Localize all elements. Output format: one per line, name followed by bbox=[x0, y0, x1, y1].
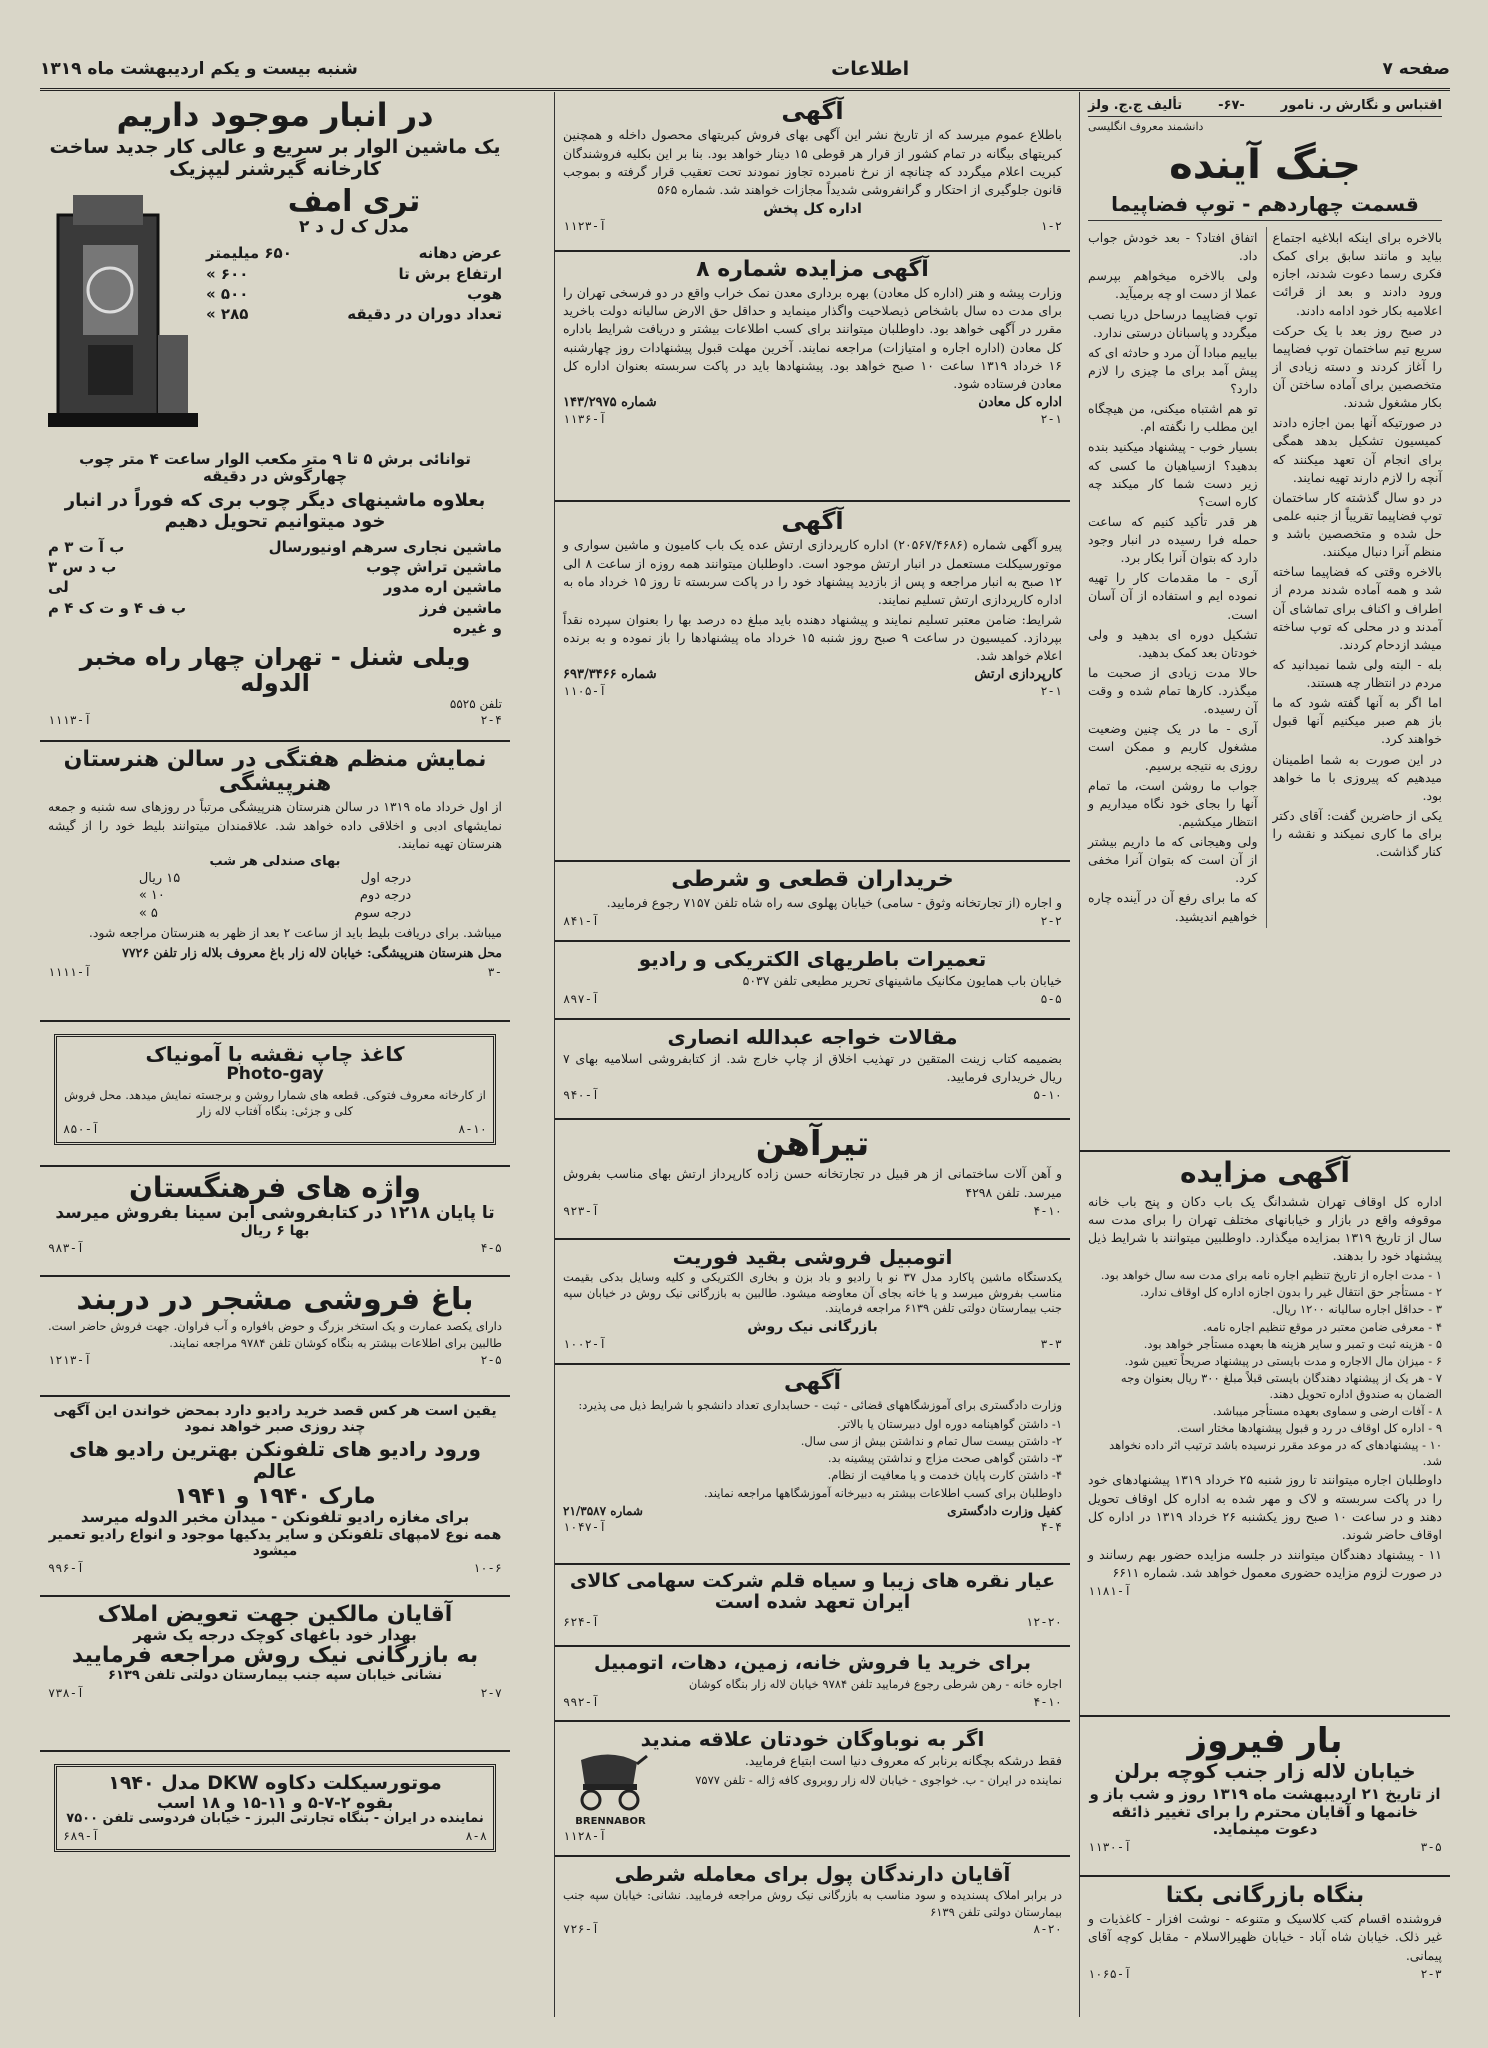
ref-code: آ-۸۹۷ bbox=[563, 992, 600, 1007]
ref-code: آ-۹۲۳ bbox=[563, 1203, 600, 1218]
serial-paragraph: بالاخره وقتی که فضاپیما ساخته شد و همه آماده شدند مردم از اطراف و اکناف برای تماشای آن آمدند و در محلی که توپ ساخته میشد ازدحام کردند. bbox=[1272, 564, 1442, 652]
stroller-title: اگر به نوباوگان خودتان علاقه مندید bbox=[640, 1727, 985, 1751]
masthead bbox=[40, 50, 1450, 91]
ref-run: ۱-۲ bbox=[1040, 218, 1062, 233]
machines-list-item bbox=[48, 577, 502, 597]
art-school-ad bbox=[40, 742, 510, 1022]
judiciary-item: ۱- داشتن گواهینامه دوره اول دبیرستان یا بالاتر. bbox=[836, 1416, 1062, 1431]
serial-col-a bbox=[1266, 227, 1443, 928]
stroller-agent: نماینده در ایران - ب. خواجوی - خیابان لاله زار روبروی کافه ژاله - تلفن ۷۵۷۷ bbox=[695, 1773, 1062, 1788]
ref-run: ۴-۱۰ bbox=[1033, 1203, 1062, 1218]
judiciary-text: وزارت دادگستری برای آموزشگاههای قضائی - ثبت - حسابداری تعداد دانشجو با شرایط ذیل می پذیرد: bbox=[578, 1398, 1062, 1413]
judiciary-ref bbox=[563, 1520, 1062, 1534]
mines-title: آگهی مزایده شماره ۸ bbox=[696, 257, 929, 282]
serial-paragraph: در دو سال گذشته کار ساختمان توپ فضاپیما تقریباً از جنبه علمی حل شده و متخصصین باشد و منظم آنرا دنبال میکنند. bbox=[1272, 489, 1442, 560]
army-ref bbox=[563, 684, 1062, 698]
machines-ad bbox=[40, 92, 510, 742]
serial-author: تألیف ج.ج. ولز bbox=[1088, 98, 1183, 113]
art-school-text: از اول خرداد ماه ۱۳۱۹ در سالن هنرستان هنرپیشگی مرتباً در روزهای سه شنبه و جمعه نمایشهای ادبی و اخلاقی داده خواهد شد. علاقمندان میتوانند بلیط خود را از گیشه هنرستان تهیه نمایند. bbox=[48, 799, 503, 851]
machines-model-code: مدل ک ل د ۲ bbox=[298, 216, 410, 237]
baktaa-ad bbox=[1080, 1877, 1450, 2007]
dkw-title: موتورسیکلت دکاوه DKW مدل ۱۹۴۰ bbox=[108, 1772, 442, 1794]
stroller-ad bbox=[555, 1722, 1070, 1857]
spec-label: تعداد دوران در دقیقه bbox=[347, 305, 502, 324]
farhangestan-price: بها ۶ ریال bbox=[240, 1223, 310, 1240]
art-school-ref bbox=[48, 965, 502, 979]
ref-code: آ-۸۴۱ bbox=[563, 914, 600, 929]
serial-dialogue: آری - ما در یک چنین وضعیت مشغول کاریم و ممکن است روزی به نتیجه برسیم. bbox=[1088, 721, 1258, 773]
ref-run: ۵-۵ bbox=[1040, 992, 1062, 1007]
list-qty: ب آ ت ۳ م bbox=[48, 537, 125, 556]
judiciary-item: ۳- داشتن گواهی صحت مزاج و نداشتن پیشینه بد. bbox=[827, 1451, 1062, 1466]
ref-code: آ-۱۱۲۳ bbox=[563, 218, 607, 233]
machines-list-item bbox=[48, 537, 502, 557]
radio-line1: یقین است هر کس قصد خرید رادیو دارد بمحض خواندن این آگهی چند روزی صبر خواهد نمود bbox=[53, 1403, 497, 1436]
farhangestan-text: تا پایان ۱۲۱۸ در کتابفروشی ابن سینا بفروش میرسد bbox=[55, 1202, 495, 1223]
army-text2: شرایط: ضامن معتبر تسلیم نمایند و پیشنهاد دهنده باید مبلغ ده درصد بها را بعنوان سپرده نقداً بپردازد. کمیسیون در ساعت ۹ صبح روز شنبه ۱۵ خرداد ماه پیشنهادها را باز نموده و به برنده اعلام خواهد شد. bbox=[563, 611, 1062, 664]
ref-run: ۳-۵ bbox=[1420, 1840, 1442, 1855]
ref-code: آ-۱۰۶۵ bbox=[1088, 1966, 1132, 1981]
radio-store: برای مغازه رادیو تلفونکن - میدان مخبر الدوله میرسد bbox=[80, 1508, 470, 1527]
auction-item: ۲ - مستأجر حق انتقال غیر را بدون اجازه اداره کل اوقاف ندارد. bbox=[1140, 1285, 1442, 1300]
ref-run: ۱۲-۲۰ bbox=[1025, 1614, 1062, 1629]
serial-author-desc: دانشمند معروف انگلیسی bbox=[1088, 120, 1204, 133]
car-sale-ad bbox=[555, 1240, 1070, 1365]
car-sale-text: یکدستگاه ماشین پاکارد مدل ۳۷ نو با رادیو و باد بزن و بخاری الکتریکی و کلیه وسایل بدکی بقیمت مناسب بفروش میرسد و یا خانه بجای آن معاوضه میشود. طالبین به بازرگانی نیک روش در خیابان سپه جنب بیمارستان دولتی تلفن ۶۱۳۹ مراجعه فرمایند. bbox=[563, 1270, 1062, 1316]
lenders-title: آقایان دارندگان پول برای معامله شرطی bbox=[614, 1862, 1011, 1886]
ansari-ref bbox=[563, 1088, 1062, 1102]
list-name: ماشین نجاری سرهم اونیورسال bbox=[268, 537, 502, 556]
middle-column bbox=[554, 92, 1070, 2017]
ref-run: ۸-۲۰ bbox=[1033, 1922, 1062, 1937]
dkw-ref bbox=[63, 1829, 487, 1843]
ref-code: آ-۱۱۳۶ bbox=[563, 411, 607, 426]
mines-ref bbox=[563, 412, 1062, 426]
dar-band-garden-ad bbox=[40, 1277, 510, 1397]
tir-ahan-ad bbox=[555, 1120, 1070, 1240]
serial-dialogue: در این صورت به شما اطمینان میدهیم که پیروزی با ما خواهد بود. bbox=[1272, 751, 1442, 803]
radio-repair-title: تعمیرات باطریهای الکتریکی و رادیو bbox=[638, 947, 987, 971]
nursery-title: باغ فروشی مشجر در دربند bbox=[76, 1282, 474, 1317]
ref-code: آ-۱۲۱۳ bbox=[48, 1353, 92, 1368]
matches-notice bbox=[555, 92, 1070, 252]
price-row bbox=[139, 870, 411, 888]
serial-dialogue: یکی از حاضرین گفت: آقای دکتر برای ما کاری نمیکند و نقشه را کنار گذاشت. bbox=[1272, 807, 1442, 860]
sawmill-icon bbox=[48, 185, 198, 445]
photo-paper-frame bbox=[54, 1034, 496, 1145]
army-title: آگهی bbox=[781, 507, 844, 535]
baktaa-ref bbox=[1088, 1967, 1442, 1981]
sawmill-machine-image bbox=[48, 185, 198, 445]
machines-spec bbox=[206, 264, 502, 284]
price-label: درجه اول bbox=[360, 870, 412, 886]
paper-name: اطلاعات bbox=[831, 58, 910, 80]
page-label: صفحه ۷ bbox=[1382, 59, 1450, 79]
auction-item: ۵ - هزینه ثبت و تمبر و سایر هزینه ها بعهده مستأجر خواهد بود. bbox=[1143, 1336, 1442, 1351]
ref-run: ۸-۱۰ bbox=[458, 1121, 487, 1136]
tir-ahan-ref bbox=[563, 1204, 1062, 1218]
list-qty: ب ف ۴ و ت ک ۴ م bbox=[48, 598, 187, 617]
spec-value: ۲۸۵ » bbox=[206, 305, 249, 324]
auction-item: ۳ - حداقل اجاره سالیانه ۱۲۰۰ ریال. bbox=[1272, 1302, 1442, 1317]
property-title: برای خرید یا فروش خانه، زمین، دهات، اتومبیل bbox=[594, 1652, 1031, 1674]
serial-dialogue: ولی بالاخره میخواهم بپرسم عملا از دست او چه برمیآید. bbox=[1088, 268, 1258, 302]
radio-repair-ref bbox=[563, 992, 1062, 1006]
mines-signature: اداره کل معادن bbox=[978, 394, 1062, 410]
ref-run: ۳- bbox=[487, 964, 502, 979]
auction-ref bbox=[1088, 1584, 1442, 1598]
radio-repair-ad bbox=[555, 942, 1070, 1020]
machines-spec bbox=[206, 304, 502, 324]
art-school-address: محل هنرستان هنرپیشگی: خیابان لاله زار باغ معروف بلاله زار تلفن ۷۷۲۶ bbox=[122, 945, 502, 961]
machines-title: در انبار موجود داریم bbox=[116, 96, 434, 134]
spec-value: ۵۰۰ » bbox=[206, 284, 249, 303]
serial-number: -۶۷- bbox=[1218, 98, 1245, 113]
ref-run: ۲-۱ bbox=[1040, 684, 1062, 699]
stroller-text: فقط درشکه بچگانه برنابر که معروف دنیا است ابتیاع فرمایید. bbox=[744, 1753, 1062, 1768]
judiciary-notice bbox=[555, 1365, 1070, 1565]
farhangestan-title: واژه های فرهنگستان bbox=[129, 1171, 421, 1204]
serial-subtitle: قسمت چهاردهم - توپ فضاپیما bbox=[1088, 193, 1442, 221]
auction-notice bbox=[1080, 1152, 1450, 1717]
machines-ref bbox=[48, 713, 502, 727]
right-column bbox=[1079, 92, 1450, 2017]
ref-run: ۸-۸ bbox=[465, 1829, 487, 1844]
spec-label: هوب bbox=[467, 284, 502, 303]
ansari-title: مقالات خواجه عبدالله انصاری bbox=[667, 1025, 958, 1049]
serial-dialogue: بسیار خوب - پیشنهاد میکنید بنده بدهید؟ ازسیاهیان ما کسی که زیر دست شما کار میکند چه کاره است؟ bbox=[1088, 439, 1258, 509]
serial-dialogue: تو هم اشتباه میکنی، من هیچگاه این مطلب را نگفته ام. bbox=[1088, 401, 1258, 435]
photo-paper-title: کاغذ چاپ نقشه با آمونیاک bbox=[145, 1042, 405, 1066]
serial-paragraph: بالاخره برای اینکه ابلاغیه اجتماع بیاید و مانند سابق برای کمک فکری رسما دعوت شدند، اجازه ورود دادند و بعد از قرائت اعلامیه بکار خود ادامه دادند. bbox=[1272, 230, 1442, 318]
serial-dialogue: جواب ما روشن است، ما تمام آنها را بجای خود نگاه میداریم و انتظار میکشیم. bbox=[1088, 777, 1258, 829]
ref-run: ۲-۳ bbox=[1420, 1966, 1442, 1981]
buyers-ref bbox=[563, 914, 1062, 928]
ref-code: آ-۶۲۴ bbox=[563, 1614, 600, 1629]
photo-paper-text: از کارخانه معروف فتوکی. قطعه های شمارا روشن و برجسته نمایش میدهد. محل فروش کلی و جزئی: بنگاه آفتاب لاله زار bbox=[64, 1087, 486, 1119]
dkw-ad bbox=[40, 1752, 510, 1887]
property-ad bbox=[555, 1647, 1070, 1722]
ref-code: آ-۱۱۱۱ bbox=[48, 964, 92, 979]
list-qty: ب د س ۳ bbox=[48, 558, 117, 576]
bar-firooz-text: از تاریخ ۲۱ اردیبهشت ماه ۱۳۱۹ روز و شب باز و خانمها و آقایان محترم را برای تغییر ذائقه دعوت مینماید. bbox=[1089, 1785, 1441, 1838]
ref-code: آ-۹۸۳ bbox=[48, 1241, 85, 1256]
ref-code: آ-۹۹۲ bbox=[563, 1694, 600, 1709]
mines-text: وزارت پیشه و هنر (اداره کل معادن) بهره برداری معدن نمک خراب واقع در دو فرسخی تهران را برای مدت ده سال باشخاص ذیصلاحیت واگذار مینماید و حداقل حق الارض سالیانه دولت باخرید مقرر در آگهی خواهد بود. داوطلبان میتوانند برای کسب اطلاعات بیشتر و دریافت شرایط باداره کل معادن (اداره اجاره و امتیازات) مراجعه نمایند. آخرین مهلت قبول پیشنهادات روز چهارشنبه ۱۶ خرداد ۱۳۱۹ ساعت ۱۰ صبح خواهد بود. پیشنهادها باید در پاکت سربسته بعنوان اداره کل معادن فرستاده شود. bbox=[563, 285, 1062, 391]
machines-list-item bbox=[48, 598, 502, 618]
matches-ref bbox=[563, 219, 1062, 233]
serial-dialogue: تشکیل دوره ای بدهید و ولی خودتان بعد کمک بدهید. bbox=[1088, 626, 1258, 660]
mines-number: شماره ۱۴۳/۲۹۷۵ bbox=[563, 394, 657, 410]
list-name: ماشین فرز bbox=[419, 598, 502, 617]
photo-paper-ref bbox=[63, 1122, 487, 1136]
auction-title: آگهی مزایده bbox=[1179, 1156, 1350, 1189]
lenders-ref bbox=[563, 1922, 1062, 1936]
judiciary-text2: داوطلبان برای کسب اطلاعات بیشتر به دبیرخانه آموزشگاهها مراجعه نمایند. bbox=[704, 1486, 1062, 1501]
auction-item: ۱۰ - پیشنهادهای که در موعد مقرر نرسیده باشد ترتیب اثر داده نخواهد شد. bbox=[1109, 1438, 1442, 1469]
dkw-line: بقوه ۲-۷-۵ و ۱۱-۱۵ و ۱۸ اسب bbox=[156, 1792, 394, 1812]
bar-firooz-ref bbox=[1088, 1840, 1442, 1854]
ref-code: آ-۸۵۰ bbox=[63, 1121, 100, 1136]
dkw-agent: نماینده در ایران - بنگاه تجارتی البرز - خیابان فردوسی تلفن ۷۵۰۰ bbox=[66, 1811, 484, 1827]
car-sale-subtitle: بازرگانی نیک روش bbox=[747, 1318, 878, 1335]
lenders-text: در برابر املاک پسندیده و سود مناسب به بازرگانی نیک روش مراجعه فرمایید. نشانی: خیابان سپه جنب بیمارستان دولتی تلفن ۶۱۳۹ bbox=[563, 1888, 1062, 1919]
spec-label: ارتفاع برش تا bbox=[398, 264, 502, 283]
machines-spec bbox=[206, 243, 502, 263]
judiciary-signature: کفیل وزارت دادگستری bbox=[947, 1503, 1062, 1518]
serial-dialogue: آری - ما مقدمات کار را تهیه نموده ایم و استفاده از آن آسان است. bbox=[1088, 570, 1258, 622]
spec-value: ۶۰۰ » bbox=[206, 264, 249, 283]
judiciary-number: شماره ۲۱/۳۵۸۷ bbox=[563, 1503, 643, 1518]
radio-ref bbox=[48, 1561, 502, 1575]
car-sale-title: اتومبیل فروشی بقید فوریت bbox=[672, 1245, 953, 1269]
list-name: ماشین اره مدور bbox=[383, 578, 502, 597]
stroller-logo bbox=[563, 1750, 658, 1827]
list-qty: لی bbox=[48, 578, 69, 597]
serial-dialogue: بله - البته ولی شما نمیدانید که مردم در انتظار چه هستند. bbox=[1272, 656, 1442, 690]
pen-company-ref bbox=[563, 1615, 1062, 1629]
lenders-ad bbox=[555, 1857, 1070, 1952]
serial-dialogue: توپ فضاپیما درساحل دریا نصب میگردد و پاسبانان درستی ندارد. bbox=[1088, 306, 1258, 340]
dkw-frame bbox=[54, 1764, 496, 1852]
photo-paper-brand: Photo-gay bbox=[226, 1064, 324, 1084]
buyers-text: و اجاره (از تجارتخانه وثوق - سامی) خیابان پهلوی سه راه شاه تلفن ۷۱۵۷ رجوع فرمایید. bbox=[606, 895, 1062, 911]
farhangestan-ad bbox=[40, 1167, 510, 1277]
ref-run: ۳-۳ bbox=[1040, 1336, 1062, 1351]
auction-item: ۸ - آفات ارضی و سماوی بعهده مستأجر میباشد. bbox=[1212, 1404, 1442, 1419]
price-label: درجه دوم bbox=[359, 888, 412, 904]
real-estate-title: آقایان مالکین جهت تعویض املاک bbox=[97, 1602, 453, 1627]
property-text: اجاره خانه - رهن شرطی رجوع فرمایید تلفن ۹۷۸۴ خیابان لاله زار بنگاه کوشان bbox=[688, 1676, 1062, 1691]
ansari-ad bbox=[555, 1020, 1070, 1120]
radio-ad bbox=[40, 1397, 510, 1597]
pen-company-title: عیار نقره های زیبا و سیاه قلم شرکت سهامی کالای ایران تعهد شده است bbox=[569, 1570, 1056, 1613]
spec-value: ۶۵۰ میلیمتر bbox=[206, 244, 292, 263]
price-value: ۱۵ ریال bbox=[138, 870, 181, 886]
stroller-ref bbox=[563, 1829, 1062, 1843]
pen-company-ad bbox=[555, 1565, 1070, 1647]
stroller-brand: BRENNABOR bbox=[575, 1816, 646, 1827]
real-estate-line2: به بازرگانی نیک روش مراجعه فرمایید bbox=[71, 1643, 479, 1669]
property-ref bbox=[563, 1695, 1062, 1709]
ref-code: آ-۶۸۹ bbox=[63, 1829, 100, 1844]
judiciary-item: ۴- داشتن کارت پایان خدمت و یا معافیت از نظام. bbox=[827, 1468, 1062, 1483]
auction-item: ۱ - مدت اجاره از تاریخ تنظیم اجاره نامه برای مدت سه سال خواهد بود. bbox=[1100, 1268, 1442, 1283]
judiciary-title: آگهی bbox=[783, 1370, 842, 1395]
ref-code: آ-۹۹۶ bbox=[48, 1560, 85, 1575]
auction-item: ۹ - اداره کل اوقاف در رد و قبول پیشنهادها مختار است. bbox=[1176, 1421, 1442, 1436]
serial-dialogue: ولی وهیجانی که ما داریم بیشتر از آن است که بتوان آنرا مخفی کرد. bbox=[1088, 834, 1258, 886]
spec-label: عرض دهانه bbox=[418, 244, 502, 263]
serial-paragraph: در صبح روز بعد با یک حرکت سریع تیم ساختمان توپ فضاپیما را آغاز کردند و دسته زیادی از متخصصین برای آماده ساختن آن بکار مشغول شدند. bbox=[1272, 322, 1442, 411]
ref-run: ۵-۱۰ bbox=[1033, 1088, 1062, 1103]
ref-run: ۴-۵ bbox=[480, 1241, 502, 1256]
serial-dialogue: بیاییم مبادا آن مرد و حادثه ای که پیش آمد برای ما چیزی را لازم دارد؟ bbox=[1088, 344, 1258, 396]
machines-capacity: توانائی برش ۵ تا ۹ متر مکعب الوار ساعت ۴ متر چوب چهارگوش در دقیقه bbox=[79, 449, 471, 486]
serial-section: اقتباس و نگارش ر. نامور bbox=[1280, 98, 1442, 113]
nursery-ref bbox=[48, 1353, 502, 1367]
buyers-title: خریداران قطعی و شرطی bbox=[671, 867, 954, 892]
ref-code: آ-۹۴۰ bbox=[563, 1088, 600, 1103]
ref-code: آ-۱۱۸۱ bbox=[1088, 1584, 1132, 1599]
buyers-ad bbox=[555, 862, 1070, 942]
price-value: ۱۰ » bbox=[138, 888, 165, 904]
price-value: ۵ » bbox=[138, 905, 158, 921]
ansari-text: بضمیمه کتاب زینت المتقین در تهذیب اخلاق از چاپ خارج شد. از کتابفروشی اسلامیه بهای ۷ ریال خریداری فرمایید. bbox=[563, 1051, 1062, 1085]
army-number: شماره ۶۹۳/۳۴۶۶ bbox=[563, 667, 657, 683]
car-sale-ref bbox=[563, 1337, 1062, 1351]
serial-col-b bbox=[1088, 227, 1258, 928]
bar-firooz-address: خیابان لاله زار جنب کوچه برلن bbox=[1114, 1759, 1416, 1784]
auction-intro: اداره کل اوقاف تهران ششدانگ یک باب دکان و پنج باب خانه موقوفه واقع در بازار و خیابانهای مختلف تهران را برای مدت سه سال از تاریخ ۱۳۱۹ بمزایده میگذارد. داوطلبین میتوانند با شرایط ذیل پیشنهاد خود را بدهند. bbox=[1088, 1193, 1442, 1264]
list-name: و غیره bbox=[452, 618, 502, 637]
photo-paper-ad bbox=[40, 1022, 510, 1167]
machines-list-item bbox=[48, 618, 502, 638]
nursery-text: دارای یکصد عمارت و یک استخر بزرگ و حوض بافواره و آب فراوان. جهت فروش حاضر است. طالبین برای اطلاعات بیشتر به بنگاه کوشان تلفن ۹۷۸۴ مراجعه نمایند. bbox=[48, 1319, 502, 1350]
price-label: درجه سوم bbox=[354, 905, 412, 921]
ref-code: آ-۱۱۱۳ bbox=[48, 712, 92, 727]
machines-dealer: ویلی شنل - تهران چهار راه مخبر الدوله bbox=[79, 643, 471, 698]
matches-title: آگهی bbox=[781, 97, 844, 125]
bar-firooz-title: بار فیروز bbox=[1187, 1721, 1343, 1761]
serial-dialogue: که ما برای رفع آن در آینده چاره خواهیم اندیشید. bbox=[1088, 890, 1258, 924]
price-row bbox=[139, 887, 411, 905]
baktaa-title: بنگاه بازرگانی بکتا bbox=[1165, 1883, 1365, 1908]
auction-closing: داوطلبان اجاره میتوانند تا روز شنبه ۲۵ خرداد ۱۳۱۹ پیشنهادهای خود را در پاکت سربسته و لاک و مهر شده به اداره کل اوقاف تحویل دهند و در ساعت ۱۰ صبح روز یکشنبه ۲۶ خرداد ۱۳۱۹ در اداره کل اوقاف حاضر شوند. bbox=[1088, 1472, 1442, 1542]
machines-model-name: تری امف bbox=[287, 183, 421, 219]
price-row bbox=[139, 905, 411, 923]
machines-phone: تلفن ۵۵۲۵ bbox=[449, 696, 502, 711]
mines-auction bbox=[555, 252, 1070, 502]
army-signature: کارپردازی ارتش bbox=[974, 667, 1062, 683]
serial-paragraph: در صورتیکه آنها بمن اجازه دادند کمیسیون تشکیل بدهد همگی برای انجام آن تعهد میکنند که آنچه را لازم دارند تهیه نمایند. bbox=[1272, 415, 1442, 485]
ref-run: ۴-۴ bbox=[1040, 1519, 1062, 1534]
auction-item: ۶ - میزان مال الاجاره و مدت بایستی در پیشنهاد صریحاً تعیین شود. bbox=[1124, 1353, 1442, 1368]
judiciary-item: ۲- داشتن بیست سال تمام و نداشتن بیش از سی سال. bbox=[800, 1433, 1062, 1448]
tir-ahan-text: و آهن آلات ساختمانی از هر قبیل در تجارتخانه حسن زاده کارپرداز ارتش بهای مناسب بفروش میرسد. تلفن ۴۲۹۸ bbox=[563, 1166, 1062, 1200]
ref-run: ۱۰-۶ bbox=[473, 1560, 502, 1575]
ref-code: آ-۱۱۳۰ bbox=[1088, 1840, 1132, 1855]
real-estate-ref bbox=[48, 1686, 502, 1700]
serial-story bbox=[1080, 92, 1450, 1152]
art-school-title: نمایش منظم هفتگی در سالن هنرستان هنرپیشگی bbox=[63, 747, 487, 797]
auction-item: ۴ - معرفی ضامن معتبر در موقع تنظیم اجاره نامه. bbox=[1203, 1319, 1442, 1334]
serial-dialogue: اتفاق افتاد؟ - بعد خودش جواب داد. bbox=[1088, 230, 1258, 264]
ref-run: ۲-۱ bbox=[1040, 411, 1062, 426]
ref-code: آ-۷۳۸ bbox=[48, 1685, 85, 1700]
tir-ahan-title: تیرآهن bbox=[755, 1124, 870, 1164]
serial-dialogue: اما اگر به آنها گفته شود که ما باز هم صبر میکنیم آنها قبول خواهند کرد. bbox=[1272, 695, 1442, 747]
army-text: پیرو آگهی شماره (۲۰۵۶۷/۴۶۸۶) اداره کارپردازی ارتش عده یک باب کامیون و ماشین سواری و موتورسیکلت مستعمل در انبار ارتش موجود است. داوطلبان میتوانند همه روزه از ساعت ۸ الی ۱۲ صبح به انبار مراجعه و پس از بازدید پیشنهاد خود را در پاکت سربسته تا روز ۱۵ خرداد ماه به اداره کارپردازی ارتش تسلیم نمایند. bbox=[563, 537, 1062, 607]
baktaa-text: فروشنده اقسام کتب کلاسیک و متنوعه - نوشت افزار - کاغذیات و غیر ذلک. خیابان شاه آباد - خیابان ظهیرالاسلام - مقابل کوچه آقای پیمانی. bbox=[1088, 1911, 1442, 1963]
ref-run: ۲-۵ bbox=[480, 1353, 502, 1368]
ref-code: آ-۱۰۰۲ bbox=[563, 1336, 607, 1351]
farhangestan-ref bbox=[48, 1241, 502, 1255]
ref-code: آ-۱۱۰۵ bbox=[563, 684, 607, 699]
real-estate-text: بهدار خود باغهای کوچک درجه یک شهر bbox=[133, 1626, 417, 1645]
ref-run: ۲-۷ bbox=[480, 1685, 502, 1700]
radio-line2: ورود رادیو های تلفونکن بهترین رادیو های عالم bbox=[69, 1437, 481, 1484]
list-name: ماشین تراش چوب bbox=[366, 558, 502, 576]
ref-run: ۲-۴ bbox=[480, 712, 502, 727]
ref-code: آ-۱۱۲۸ bbox=[563, 1829, 607, 1843]
radio-model: مارک ۱۹۴۰ و ۱۹۴۱ bbox=[174, 1484, 376, 1510]
auction-note: ۱۱ - پیشنهاد دهندگان میتوانند در جلسه مزایده حضور بهم رسانند و در صورت لزوم مزایده حضوری معمول خواهد شد. شماره ۶۶۱۱ bbox=[1088, 1546, 1442, 1581]
bar-firooz-ad bbox=[1080, 1717, 1450, 1877]
real-estate-address: نشانی خیابان سپه جنب بیمارستان دولتی تلفن ۶۱۳۹ bbox=[108, 1667, 442, 1683]
art-school-note: میباشد. برای دریافت بلیط باید از ساعت ۲ بعد از ظهر به هنرستان مراجعه شود. bbox=[88, 925, 502, 941]
serial-dialogue: هر قدر تأکید کنیم که ساعت حمله فرا رسیده در انبار وجود دارد که بتوان آنرا بکار برد. bbox=[1088, 513, 1258, 566]
army-notice bbox=[555, 502, 1070, 862]
auction-item: ۷ - هر یک از پیشنهاد دهندگان بایستی قبلاً مبلغ ۳۰۰ ریال بعنوان وجه الضمان به صندوق اداره تحویل دهند. bbox=[1120, 1370, 1442, 1401]
matches-text: باطلاع عموم میرسد که از تاریخ نشر این آگهی بهای فروش کبریتهای محصول داخله و همچنین کبریتهای بیگانه در تمام کشور از قرار هر قوطی ۱۵ دینار خواهد بود. بنا بر این بکلیه فروشندگان کبریت اعلام میگردد که چنانچه از نرخ نامبرده تجاوز نمودند تحت تعقیب قرار گرفته و بموجب قانون جلوگیری از احتکار و گرانفروشی شدیداً مجازات خواهند شد. شماره ۵۶۵ bbox=[563, 127, 1062, 197]
ref-code: آ-۷۲۶ bbox=[563, 1922, 600, 1937]
machines-list-item bbox=[48, 557, 502, 577]
ref-run: ۲-۲ bbox=[1040, 914, 1062, 929]
serial-title: جنگ آینده bbox=[1169, 142, 1361, 188]
machines-subtitle: یک ماشین الوار بر سریع و عالی کار جدید ساخت کارخانه گیرشنر لیپزیک bbox=[49, 136, 501, 181]
ref-code: آ-۱۰۴۷ bbox=[563, 1519, 607, 1534]
real-estate-ad bbox=[40, 1597, 510, 1752]
radio-repair-text: خیابان باب همایون مکانیک ماشینهای تحریر مطیعی تلفن ۵۰۳۷ bbox=[742, 973, 1062, 988]
radio-line3: همه نوع لامپهای تلفونکن و سایر یدکیها موجود و انواع رادیو تعمیر میشود bbox=[48, 1526, 502, 1559]
issue-date: شنبه بیست و یکم اردیبهشت ماه ۱۳۱۹ bbox=[40, 59, 358, 79]
art-school-price-title: بهای صندلی هر شب bbox=[209, 853, 341, 869]
left-column bbox=[40, 92, 510, 2017]
stroller-icon bbox=[571, 1750, 651, 1812]
matches-signature: اداره کل پخش bbox=[763, 200, 862, 217]
machines-spec bbox=[206, 284, 502, 304]
machines-extra: بعلاوه ماشینهای دیگر چوب بری که فوراً در انبار خود میتوانیم تحویل دهیم bbox=[64, 490, 486, 533]
serial-dialogue: حالا مدت زیادی از صحبت ما میگذرد. کارها تمام شده و وقت آن رسیده. bbox=[1088, 664, 1258, 717]
ref-run: ۴-۱۰ bbox=[1033, 1694, 1062, 1709]
